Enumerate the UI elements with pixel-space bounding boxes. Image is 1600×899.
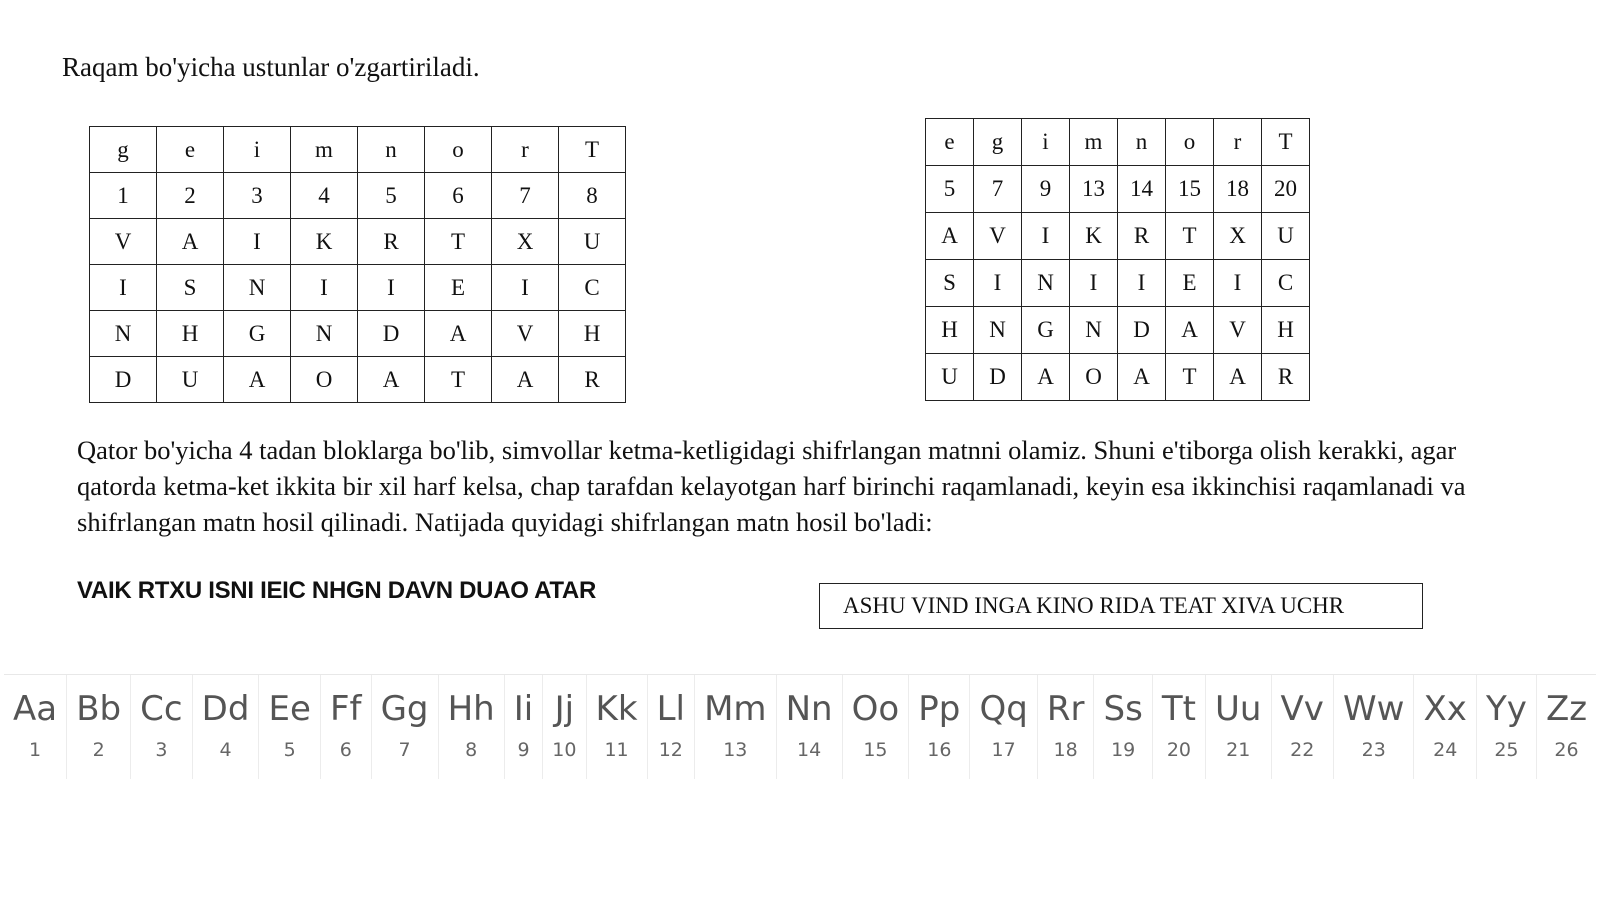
alphabet-number: 21 <box>1226 739 1251 761</box>
alphabet-number: 13 <box>723 739 748 761</box>
alphabet-cell <box>321 675 372 779</box>
table-cell: V <box>974 213 1022 260</box>
table-cell: I <box>224 219 291 265</box>
page-heading: Raqam bo'yicha ustunlar o'zgartiriladi. <box>62 52 480 82</box>
table-cell: o <box>425 127 492 173</box>
table-cell: 7 <box>492 173 559 219</box>
alphabet-letter: Pp <box>918 689 961 729</box>
table-cell: g <box>974 119 1022 166</box>
table-cell: R <box>1118 213 1166 260</box>
table-cell: i <box>224 127 291 173</box>
alphabet-letter: Gg <box>380 689 429 729</box>
alphabet-letter: Dd <box>201 689 250 729</box>
table-cell: U <box>559 219 626 265</box>
alphabet-letter: Vv <box>1280 689 1324 729</box>
table-cell: D <box>1118 307 1166 354</box>
alphabet-cell <box>1094 675 1152 779</box>
table-cell: U <box>157 357 224 403</box>
alphabet-cell <box>970 675 1037 779</box>
table-row <box>926 166 1310 213</box>
table-row <box>90 311 626 357</box>
alphabet-number: 9 <box>517 739 530 761</box>
alphabet-letter: Aa <box>13 689 58 729</box>
table-row <box>926 354 1310 401</box>
table-cell: I <box>1214 260 1262 307</box>
table-row <box>926 213 1310 260</box>
alphabet-number: 26 <box>1554 739 1579 761</box>
table-cell: A <box>1022 354 1070 401</box>
alphabet-number: 2 <box>92 739 105 761</box>
column-key-table-original <box>89 126 626 403</box>
alphabet-letter: Ll <box>656 689 685 729</box>
table-cell: A <box>224 357 291 403</box>
table-cell: V <box>90 219 157 265</box>
table-cell: m <box>1070 119 1118 166</box>
table-cell: r <box>1214 119 1262 166</box>
table-cell: R <box>358 219 425 265</box>
table-cell: H <box>926 307 974 354</box>
table-row <box>90 127 626 173</box>
table-cell: D <box>358 311 425 357</box>
table-cell: A <box>358 357 425 403</box>
table-cell: e <box>157 127 224 173</box>
table-cell: K <box>1070 213 1118 260</box>
alphabet-number: 6 <box>339 739 352 761</box>
column-key-table-sorted <box>925 118 1310 401</box>
alphabet-cell <box>1477 675 1537 779</box>
alphabet-number: 11 <box>604 739 629 761</box>
table-row <box>926 307 1310 354</box>
alphabet-cell <box>131 675 193 779</box>
table-cell: m <box>291 127 358 173</box>
table-cell: T <box>1166 213 1214 260</box>
alphabet-number: 5 <box>283 739 296 761</box>
alphabet-letter: Cc <box>140 689 183 729</box>
alphabet-letter: Zz <box>1545 689 1588 729</box>
table-cell: T <box>559 127 626 173</box>
alphabet-letter: Hh <box>447 689 495 729</box>
table-cell: N <box>1022 260 1070 307</box>
alphabet-cell <box>648 675 695 779</box>
alphabet-number: 19 <box>1111 739 1136 761</box>
table-cell: g <box>90 127 157 173</box>
alphabet-letter: Ss <box>1103 689 1143 729</box>
table-cell: X <box>1214 213 1262 260</box>
table-row <box>90 173 626 219</box>
alphabet-cell <box>372 675 439 779</box>
table-cell: A <box>492 357 559 403</box>
table-cell: D <box>974 354 1022 401</box>
table-cell: e <box>926 119 974 166</box>
table-cell: A <box>926 213 974 260</box>
alphabet-cell <box>1272 675 1334 779</box>
alphabet-number: 22 <box>1290 739 1315 761</box>
table-cell: A <box>157 219 224 265</box>
table-cell: S <box>926 260 974 307</box>
alphabet-number-strip <box>4 674 1596 779</box>
table-cell: T <box>1166 354 1214 401</box>
table-cell: 14 <box>1118 166 1166 213</box>
table-cell: C <box>1262 260 1310 307</box>
table-cell: K <box>291 219 358 265</box>
alphabet-letter: Yy <box>1485 689 1527 729</box>
alphabet-number: 4 <box>219 739 232 761</box>
table-cell: 4 <box>291 173 358 219</box>
table-cell: H <box>1262 307 1310 354</box>
block-sequence-text: VAIK RTXU ISNI IEIC NHGN DAVN DUAO ATAR <box>77 577 596 604</box>
alphabet-letter: Ff <box>329 689 362 729</box>
table-cell: 1 <box>90 173 157 219</box>
table-cell: I <box>974 260 1022 307</box>
alphabet-cell <box>1537 675 1596 779</box>
table-cell: H <box>559 311 626 357</box>
table-cell: 7 <box>974 166 1022 213</box>
table-cell: E <box>1166 260 1214 307</box>
table-cell: A <box>1214 354 1262 401</box>
alphabet-number: 1 <box>29 739 42 761</box>
table-cell: I <box>492 265 559 311</box>
alphabet-cell <box>259 675 320 779</box>
alphabet-number: 20 <box>1166 739 1192 761</box>
table-cell: V <box>1214 307 1262 354</box>
explanation-paragraph: Qator bo'yicha 4 tadan bloklarga bo'lib, simvollar ketma-ketligidagi shifrlangan matnni olamiz. Shuni e'tiborga olish kerakki, agar qatorda ketma-ket ikkita bir xil harf kelsa, chap tarafdan kelayotgan harf birinchi raqamlanadi, keyin esa ikkinchisi raqamlanadi va shifrlangan matn hosil qilinadi. Natijada quyidagi shifrlangan matn hosil bo'ladi: <box>77 435 1466 537</box>
alphabet-cell <box>543 675 586 779</box>
table-cell: 2 <box>157 173 224 219</box>
alphabet-cell <box>193 675 260 779</box>
table-cell: N <box>90 311 157 357</box>
table-cell: 8 <box>559 173 626 219</box>
alphabet-cell <box>4 675 67 779</box>
alphabet-cell <box>1206 675 1272 779</box>
table-cell: A <box>1118 354 1166 401</box>
alphabet-cell <box>777 675 843 779</box>
table-cell: I <box>1022 213 1070 260</box>
alphabet-letter: Bb <box>76 689 122 729</box>
table-cell: 20 <box>1262 166 1310 213</box>
alphabet-cell <box>505 675 544 779</box>
alphabet-number: 10 <box>552 739 577 761</box>
table-cell: X <box>492 219 559 265</box>
alphabet-letter: Uu <box>1215 689 1262 729</box>
table-cell: T <box>425 357 492 403</box>
alphabet-cell <box>1414 675 1476 779</box>
table-cell: I <box>1118 260 1166 307</box>
encrypted-text-box: ASHU VIND INGA KINO RIDA TEAT XIVA UCHR <box>819 583 1423 629</box>
alphabet-cell <box>67 675 131 779</box>
table-cell: R <box>559 357 626 403</box>
alphabet-letter: Oo <box>851 689 900 729</box>
alphabet-letter: Ii <box>513 689 534 729</box>
table-cell: E <box>425 265 492 311</box>
alphabet-number: 8 <box>465 739 478 761</box>
alphabet-number: 24 <box>1433 739 1458 761</box>
table-cell: O <box>291 357 358 403</box>
table-cell: T <box>1262 119 1310 166</box>
table-cell: 5 <box>926 166 974 213</box>
table-cell: O <box>1070 354 1118 401</box>
table-row <box>90 265 626 311</box>
table-cell: R <box>1262 354 1310 401</box>
alphabet-cell <box>587 675 648 779</box>
alphabet-cell <box>843 675 910 779</box>
alphabet-number: 12 <box>658 739 683 761</box>
table-cell: o <box>1166 119 1214 166</box>
alphabet-cell <box>909 675 970 779</box>
alphabet-letter: Kk <box>595 689 638 729</box>
table-row <box>926 119 1310 166</box>
alphabet-letter: Ee <box>268 689 311 729</box>
alphabet-number: 14 <box>796 739 822 761</box>
table-row <box>90 219 626 265</box>
table-cell: n <box>358 127 425 173</box>
table-cell: G <box>1022 307 1070 354</box>
table-cell: A <box>1166 307 1214 354</box>
alphabet-number: 17 <box>991 739 1016 761</box>
table-cell: 3 <box>224 173 291 219</box>
table-cell: U <box>1262 213 1310 260</box>
alphabet-cell <box>1153 675 1206 779</box>
alphabet-letter: Mm <box>704 689 767 729</box>
alphabet-number: 3 <box>155 739 168 761</box>
table-cell: i <box>1022 119 1070 166</box>
alphabet-number: 18 <box>1053 739 1078 761</box>
table-row <box>926 260 1310 307</box>
alphabet-letter: Nn <box>785 689 833 729</box>
alphabet-letter: Ww <box>1343 689 1405 729</box>
alphabet-letter: Qq <box>979 689 1028 729</box>
table-row <box>90 357 626 403</box>
table-cell: 15 <box>1166 166 1214 213</box>
table-cell: I <box>358 265 425 311</box>
table-cell: 6 <box>425 173 492 219</box>
table-cell: G <box>224 311 291 357</box>
table-cell: N <box>291 311 358 357</box>
table-cell: 9 <box>1022 166 1070 213</box>
alphabet-letter: Jj <box>554 689 575 729</box>
table-cell: N <box>1070 307 1118 354</box>
table-cell: n <box>1118 119 1166 166</box>
table-cell: C <box>559 265 626 311</box>
table-cell: S <box>157 265 224 311</box>
alphabet-cell <box>1038 675 1095 779</box>
table-cell: N <box>224 265 291 311</box>
table-cell: D <box>90 357 157 403</box>
table-cell: U <box>926 354 974 401</box>
alphabet-cell <box>695 675 777 779</box>
table-cell: T <box>425 219 492 265</box>
alphabet-letter: Rr <box>1046 689 1085 729</box>
table-cell: H <box>157 311 224 357</box>
alphabet-number: 25 <box>1494 739 1519 761</box>
alphabet-number: 16 <box>927 739 952 761</box>
table-cell: N <box>974 307 1022 354</box>
alphabet-letter: Tt <box>1161 689 1196 729</box>
table-cell: I <box>1070 260 1118 307</box>
alphabet-number: 7 <box>398 739 411 761</box>
table-cell: A <box>425 311 492 357</box>
table-cell: 18 <box>1214 166 1262 213</box>
alphabet-number: 15 <box>863 739 888 761</box>
table-cell: I <box>291 265 358 311</box>
table-cell: 13 <box>1070 166 1118 213</box>
alphabet-letter: Xx <box>1423 689 1467 729</box>
alphabet-cell <box>439 675 505 779</box>
table-cell: V <box>492 311 559 357</box>
alphabet-number: 23 <box>1361 739 1386 761</box>
table-cell: r <box>492 127 559 173</box>
table-cell: I <box>90 265 157 311</box>
alphabet-cell <box>1334 675 1415 779</box>
table-cell: 5 <box>358 173 425 219</box>
